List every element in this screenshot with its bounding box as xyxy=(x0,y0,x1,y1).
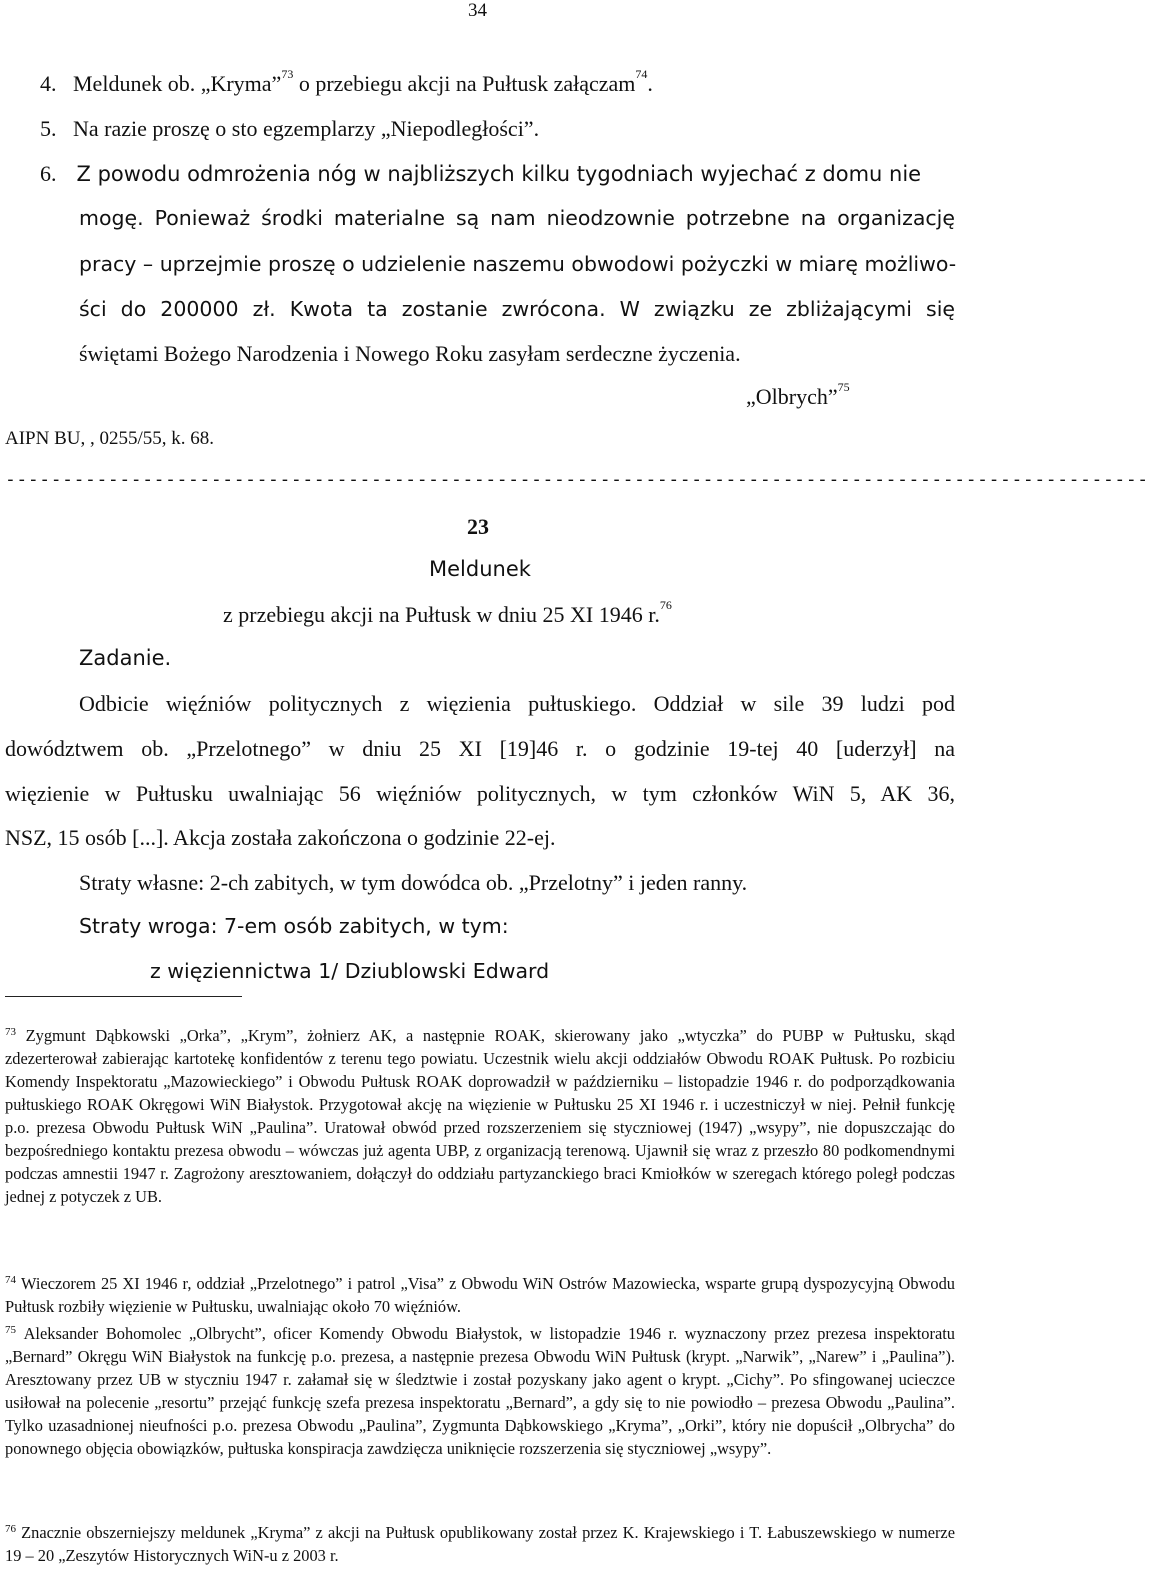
item-number: 4. xyxy=(40,71,57,96)
footnote-ref[interactable]: 74 xyxy=(635,67,648,81)
paragraph-line: pracy – uprzejmie proszę o udzielenie naszemu obwodowi pożyczki w miarę możliwo- xyxy=(79,252,957,276)
paragraph-line: dowództwem ob. „Przelotnego” w dniu 25 XI [19]46 r. o godzinie 19-tej 40 [uderzył] na xyxy=(5,736,955,761)
item-number: 6. xyxy=(40,161,57,186)
paragraph-line: Odbicie więźniów politycznych z więzienia pułtuskiego. Oddział w sile 39 ludzi pod xyxy=(79,691,955,716)
signature-text: „Olbrych” xyxy=(746,384,838,409)
list-item xyxy=(40,67,653,97)
paragraph-line: świętami Bożego Narodzenia i Nowego Roku zasyłam serdeczne życzenia. xyxy=(79,341,741,366)
page-number: 34 xyxy=(468,0,487,21)
document-subtitle xyxy=(223,598,672,628)
losses-enemy: Straty wroga: 7-em osób zabitych, w tym: xyxy=(79,914,509,938)
item-text: . xyxy=(647,71,653,96)
footnote-number: 76 xyxy=(5,1523,16,1535)
signature xyxy=(746,380,850,410)
list-item xyxy=(40,161,954,187)
footnote-rule xyxy=(5,996,242,997)
losses-own: Straty własne: 2-ch zabitych, w tym dowódca ob. „Przelotny” i jeden ranny. xyxy=(79,870,748,895)
list-item xyxy=(40,116,539,142)
footnote-ref[interactable]: 75 xyxy=(837,380,850,394)
item-number: 5. xyxy=(40,116,57,141)
document-title: Meldunek xyxy=(429,557,531,581)
paragraph-line: więzienie w Pułtusku uwalniając 56 więźniów politycznych, w tym członków WiN 5, AK 36, xyxy=(5,781,955,806)
enemy-casualty-line: z więziennictwa 1/ Dziublowski Edward xyxy=(150,959,550,983)
paragraph-line: NSZ, 15 osób [...]. Akcja została zakończona o godzinie 22-ej. xyxy=(5,825,556,850)
footnote xyxy=(5,1521,955,1567)
item-text: Meldunek ob. „Kryma” xyxy=(73,71,282,96)
footnote-number: 74 xyxy=(5,1274,16,1286)
document-number: 23 xyxy=(467,514,489,539)
footnote-ref[interactable]: 73 xyxy=(281,67,294,81)
footnote-text: Znacznie obszerniejszy meldunek „Kryma” z akcji na Pułtusk opublikowany został przez K. Krajewskiego i T. Łabuszewskiego w numerze 19 – 20 „Zeszytów Historycznych WiN-u z 2003 r. xyxy=(5,1523,955,1565)
item-text: Na razie proszę o sto egzemplarzy „Niepodległości”. xyxy=(73,116,540,141)
subtitle-text: z przebiegu akcji na Pułtusk w dniu 25 XI 1946 r. xyxy=(223,602,660,627)
footnote xyxy=(5,1272,955,1318)
footnote xyxy=(5,1024,955,1208)
footnote-text: Wieczorem 25 XI 1946 r, oddział „Przelotnego” i patrol „Visa” z Obwodu WiN Ostrów Mazowiecka, wsparte grupą dyspozycyjną Obwodu Pułtusk rozbiły więzienie w Pułtusku, uwalniając około 70 więźniów. xyxy=(5,1274,955,1316)
footnote-number: 75 xyxy=(5,1324,16,1336)
item-text: Z powodu odmrożenia nóg w najbliższych kilku tygodniach wyjechać z domu nie xyxy=(76,162,922,186)
paragraph-line: mogę. Ponieważ środki materialne są nam nieodzownie potrzebne na organizację xyxy=(79,206,955,230)
archive-source: AIPN BU, , 0255/55, k. 68. xyxy=(5,428,215,449)
item-text: o przebiegu akcji na Pułtusk załączam xyxy=(293,71,636,96)
footnote-ref[interactable]: 76 xyxy=(659,598,672,612)
paragraph-line: ści do 200000 zł. Kwota ta zostanie zwrócona. W związku ze zbliżającymi się xyxy=(79,297,955,321)
footnote xyxy=(5,1322,955,1460)
footnote-text: Aleksander Bohomolec „Olbrycht”, oficer Komendy Obwodu Białystok, w listopadzie 1946 r. wyznaczony przez prezesa inspektoratu „Bernard” Okręgu WiN Białystok na funkcję p.o. prezesa, a następnie prezesa Obwodu WiN Pułtusk (krypt. „Narwik”, „Narew” i „Paulina”). Aresztowany przez UB w styczniu 1947 r. załamał się w śledztwie i został pozyskany jako agent o krypt. „Cichy”. Po sfingowanej ucieczce usiłował na polecenie „resortu” przejąć funkcję szefa prezesa inspektoratu „Bernard”, a gdy się to nie powiodło – prezesa Obwodu „Paulina”. Tylko uzasadnionej nieufności p.o. prezesa Obwodu „Paulina”, Zygmunta Dąbkowskiego „Kryma”, „Orki”, który nie dopuścił „Olbrycha” do ponownego objęcia obowiązków, pułtuska konspiracja zawdzięcza uniknięcie rozszerzenia się styczniowej „wsypy”. xyxy=(5,1324,955,1458)
task-label: Zadanie. xyxy=(79,646,172,670)
footnote-number: 73 xyxy=(5,1026,16,1038)
footnote-text: Zygmunt Dąbkowski „Orka”, „Krym”, żołnierz AK, a następnie ROAK, skierowany jako „wtyczka” do PUBP w Pułtusku, skąd zdezerterował zabierając kartotekę konfidentów z terenu tego powiatu. Uczestnik wielu akcji oddziałów Obwodu ROAK Pułtusk. Po rozbiciu Komendy Inspektoratu „Mazowieckiego” i Obwodu Pułtusk ROAK doprowadził w październiku – listopadzie 1946 r. do podporządkowania pułtuskiego ROAK Okręgowi WiN Białystok. Przygotował akcję na więzienie w Pułtusku 25 XI 1946 r. i uczestniczył w niej. Pełnił funkcję p.o. prezesa Obwodu Pułtusk WiN „Paulina”. Uratował obwód przed rozszerzeniem się styczniowej (1947) „wsypy”, nie dopuszczając do bezpośredniego kontaktu prezesa obwodu – wówczas już agenta UBP, z organizacją terenową. Ujawnił się wraz z przeszło 80 podkomendnymi podczas amnestii 1947 r. Zagrożony aresztowaniem, dołączył do oddziału partyzanckiego braci Kmiołków w szeregach którego poległ podczas jednej z potyczek z UB. xyxy=(5,1026,955,1206)
separator-line: ---------------------------------------------------------------------------------------------------- xyxy=(5,469,1149,490)
